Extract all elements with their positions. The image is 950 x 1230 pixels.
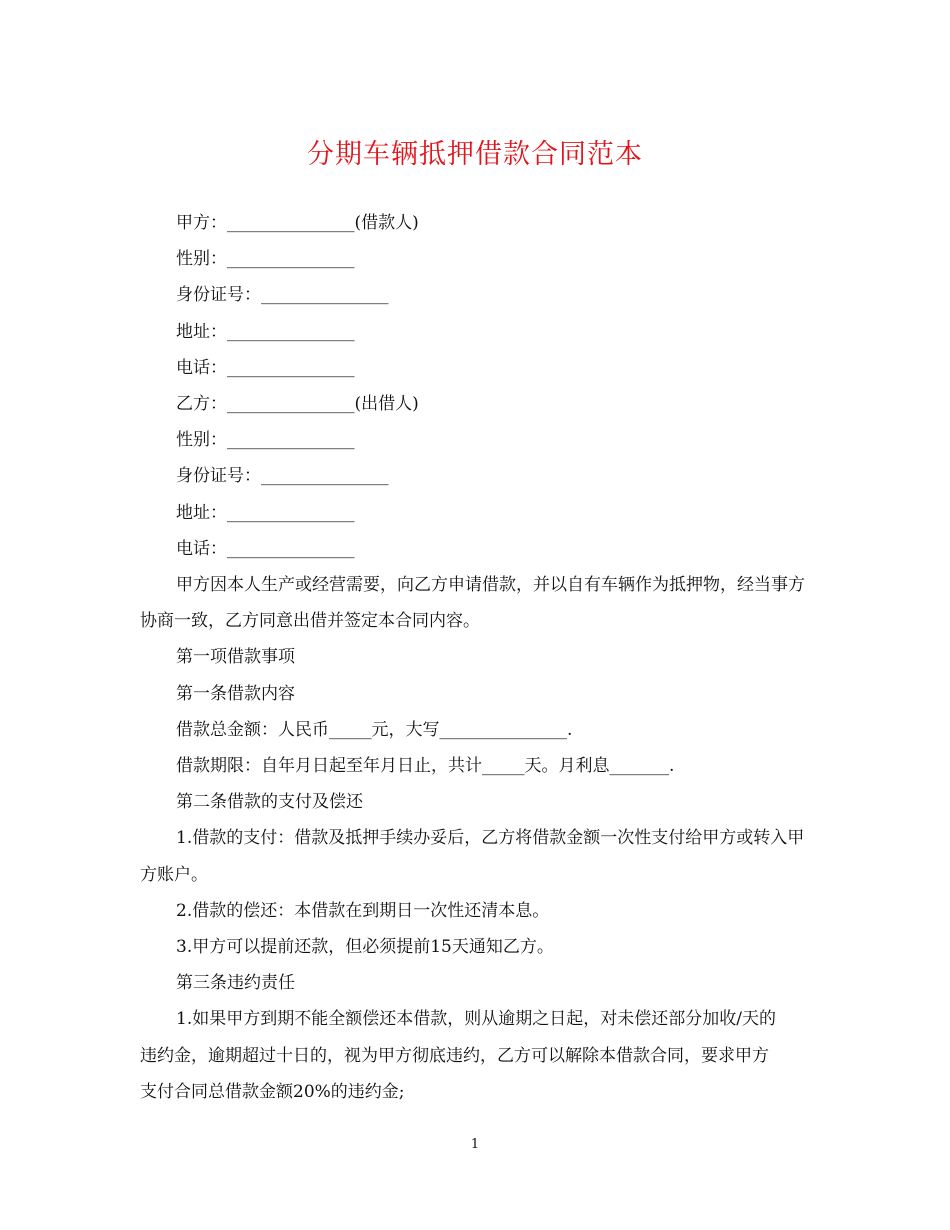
preamble-paragraph: 甲方因本人生产或经营需要，向乙方申请借款，并以自有车辆作为抵押物，经当事方协商一致，乙方同意出借并签定本合同内容。	[140, 575, 805, 632]
payment-clause-1: 1.借款的支付：借款及抵押手续办妥后，乙方将借款金额一次性支付给甲方或转入甲方账户。	[140, 828, 805, 885]
party-a-address-line: 地址：_______________	[176, 321, 355, 342]
loan-term-line: 借款期限：自年月日起至年月日止，共计_____天。月利息_______.	[176, 756, 675, 777]
party-b-address-line: 地址：_______________	[176, 502, 355, 523]
breach-clause-1: 1.如果甲方到期不能全额偿还本借款，则从逾期之日起，对未偿还部分加收/天的违约金，逾期超过十日的，视为甲方彻底违约，乙方可以解除本借款合同，要求甲方支付合同总借款金额20%的违约金;	[140, 1009, 776, 1102]
party-b-id-line: 身份证号：_______________	[176, 466, 389, 487]
party-a-phone-line: 电话：_______________	[176, 357, 355, 378]
payment-clause-3: 3.甲方可以提前还款，但必须提前15天通知乙方。	[176, 937, 554, 958]
party-a-gender-line: 性别：_______________	[176, 249, 355, 270]
article-3-heading: 第三条违约责任	[176, 973, 295, 994]
loan-amount-line: 借款总金额：人民币_____元，大写_______________.	[176, 719, 573, 740]
payment-clause-2: 2.借款的偿还：本借款在到期日一次性还清本息。	[176, 900, 550, 921]
section-1-heading: 第一项借款事项	[176, 647, 295, 668]
party-b-gender-line: 性别：_______________	[176, 430, 355, 451]
document-title: 分期车辆抵押借款合同范本	[307, 139, 643, 170]
party-b-name-line: 乙方：_______________(出借人)	[176, 394, 419, 415]
page-number: 1	[470, 1137, 480, 1152]
article-2-heading: 第二条借款的支付及偿还	[176, 792, 363, 813]
contract-body	[140, 205, 820, 1110]
party-a-name-line: 甲方：_______________(借款人)	[176, 213, 419, 233]
party-a-id-line: 身份证号：_______________	[176, 285, 389, 306]
party-b-phone-line: 电话：_______________	[176, 538, 355, 559]
article-1-heading: 第一条借款内容	[176, 683, 295, 704]
